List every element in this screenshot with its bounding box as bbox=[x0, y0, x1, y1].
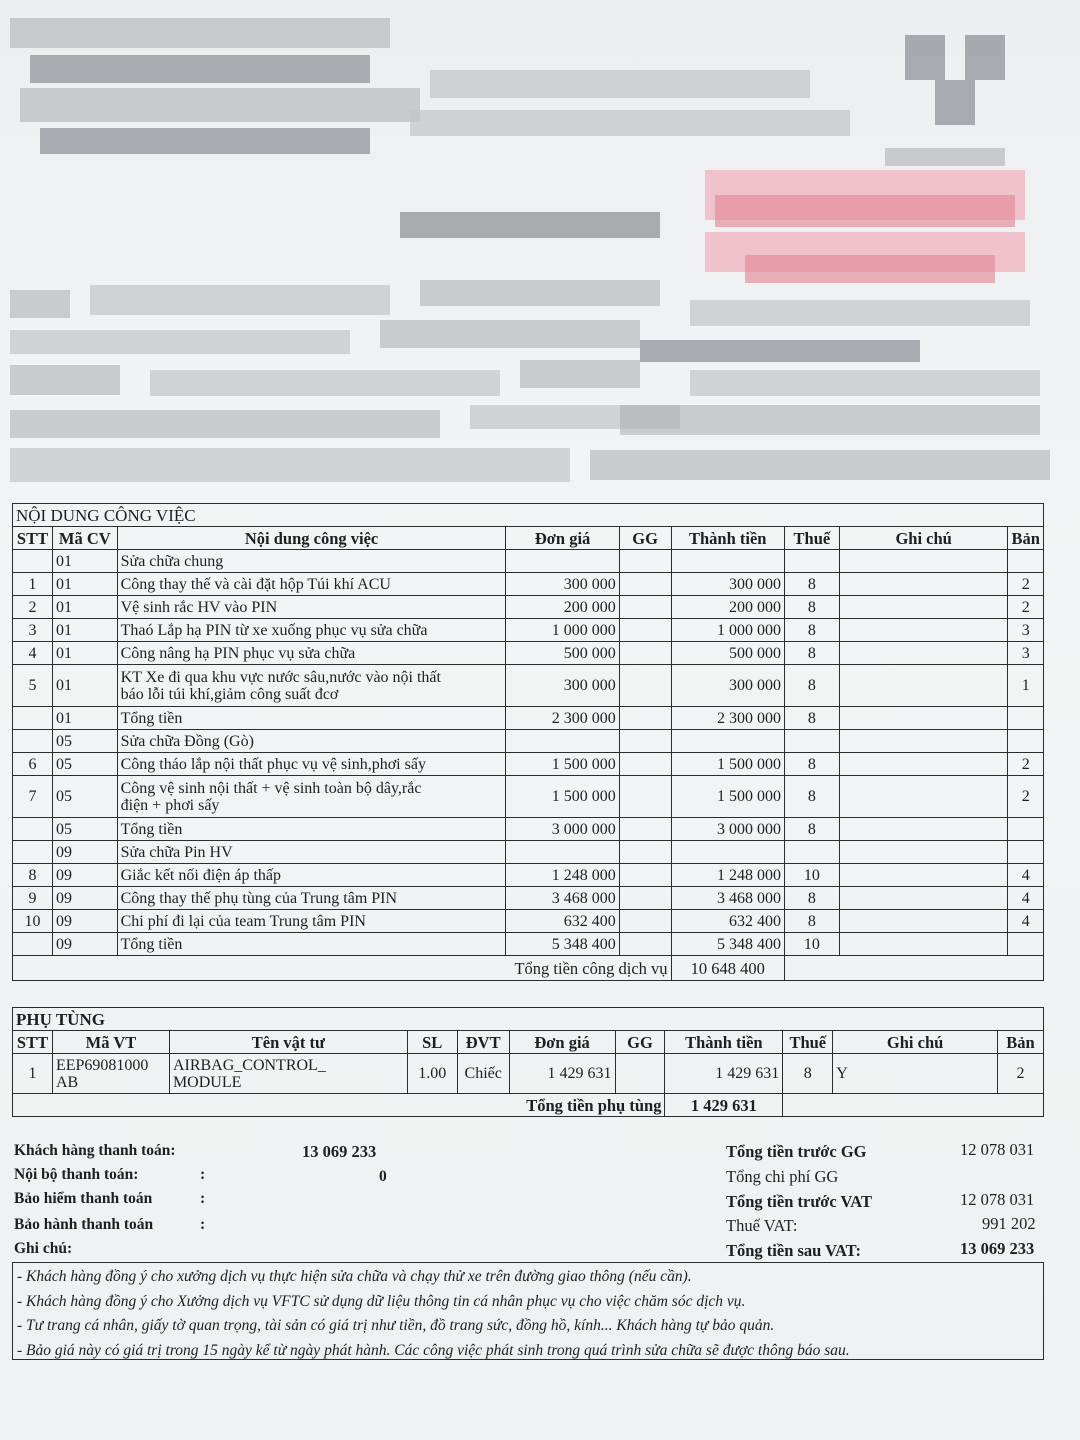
item-tax: 8 bbox=[784, 642, 839, 665]
col-header: Nội dung công việc bbox=[117, 527, 506, 550]
item-note bbox=[839, 910, 1008, 933]
empty-cell bbox=[839, 730, 1008, 753]
work-item-row bbox=[13, 776, 1044, 818]
item-code: 09 bbox=[52, 887, 117, 910]
parts-section-title-row bbox=[13, 1008, 1044, 1031]
subtotal-label: Tổng tiền bbox=[117, 933, 506, 956]
empty-cell bbox=[506, 841, 619, 864]
parts-gg bbox=[615, 1054, 665, 1094]
empty-cell bbox=[784, 841, 839, 864]
subtotal-label: Tổng tiền bbox=[117, 707, 506, 730]
item-total: 3 468 000 bbox=[671, 887, 784, 910]
item-gg bbox=[619, 753, 671, 776]
empty-cell bbox=[619, 730, 671, 753]
item-price: 1 500 000 bbox=[506, 753, 619, 776]
empty-cell bbox=[506, 730, 619, 753]
item-price: 3 468 000 bbox=[506, 887, 619, 910]
insurance-payment-colon: : bbox=[200, 1190, 206, 1207]
item-code: 09 bbox=[52, 864, 117, 887]
item-stt: 4 bbox=[13, 642, 53, 665]
subtotal-ban bbox=[1008, 818, 1044, 841]
after-vat-value: 13 069 233 bbox=[960, 1239, 1035, 1258]
item-code: 09 bbox=[52, 910, 117, 933]
item-desc-line: Công tháo lắp nội thất phục vụ vệ sinh,phơi sấy bbox=[120, 755, 426, 773]
item-gg bbox=[619, 596, 671, 619]
parts-header-row bbox=[13, 1031, 1044, 1054]
subtotal-ban bbox=[1008, 707, 1044, 730]
subtotal-note bbox=[839, 818, 1008, 841]
internal-payment-label: Nội bộ thanh toán: bbox=[14, 1166, 139, 1183]
work-section-title-row bbox=[13, 504, 1044, 527]
note-label: Ghi chú: bbox=[14, 1240, 73, 1257]
parts-unit: Chiếc bbox=[457, 1054, 509, 1094]
item-price: 300 000 bbox=[506, 665, 619, 707]
item-desc bbox=[117, 776, 506, 818]
item-desc-line: Công vệ sinh nội thất + vệ sinh toàn bộ dây,rắc bbox=[120, 779, 422, 797]
parts-name bbox=[169, 1054, 407, 1094]
item-ban: 2 bbox=[1008, 753, 1044, 776]
empty-cell bbox=[1008, 550, 1044, 573]
item-ban: 2 bbox=[1008, 573, 1044, 596]
item-desc-line: Công nâng hạ PIN phục vụ sửa chữa bbox=[120, 644, 356, 662]
item-stt: 8 bbox=[13, 864, 53, 887]
item-desc-line: Công thay thế và cài đặt hộp Túi khí ACU bbox=[120, 575, 391, 593]
empty-cell bbox=[671, 550, 784, 573]
item-tax: 8 bbox=[784, 619, 839, 642]
group-name: Sửa chữa Đồng (Gò) bbox=[117, 730, 506, 753]
item-stt: 5 bbox=[13, 665, 53, 707]
empty-cell bbox=[619, 550, 671, 573]
item-code: 01 bbox=[52, 642, 117, 665]
item-desc-line: Vệ sinh rắc HV vào PIN bbox=[120, 598, 278, 616]
item-price: 200 000 bbox=[506, 596, 619, 619]
note-line: - Khách hàng đồng ý cho Xưởng dịch vụ VFTC sử dụng dữ liệu thông tin cá nhân phục vụ cho việc chăm sóc dịch vụ. bbox=[17, 1292, 746, 1310]
item-stt: 7 bbox=[13, 776, 53, 818]
col-header: STT bbox=[13, 527, 53, 550]
warranty-payment-colon: : bbox=[200, 1216, 206, 1233]
work-item-row bbox=[13, 665, 1044, 707]
empty-cell bbox=[619, 841, 671, 864]
item-desc-line: Giắc kết nối điện áp thấp bbox=[120, 866, 282, 884]
item-desc-line: Thaó Lắp hạ PIN từ xe xuống phục vụ sửa chữa bbox=[120, 621, 428, 639]
parts-ban: 2 bbox=[997, 1054, 1043, 1094]
empty-cell bbox=[784, 730, 839, 753]
subtotal-stt bbox=[13, 933, 53, 956]
item-ban: 4 bbox=[1008, 910, 1044, 933]
before-vat-value: 12 078 031 bbox=[960, 1190, 1035, 1209]
parts-table bbox=[12, 1007, 1044, 1117]
parts-total-value: 1 429 631 bbox=[665, 1094, 783, 1117]
col-header: Ghi chú bbox=[833, 1031, 998, 1054]
item-price: 300 000 bbox=[506, 573, 619, 596]
item-price: 1 000 000 bbox=[506, 619, 619, 642]
col-header: Bản bbox=[1008, 527, 1044, 550]
work-item-row bbox=[13, 573, 1044, 596]
item-gg bbox=[619, 642, 671, 665]
item-code: 01 bbox=[52, 596, 117, 619]
item-gg bbox=[619, 619, 671, 642]
group-name: Sửa chữa Pin HV bbox=[117, 841, 506, 864]
item-desc bbox=[117, 665, 506, 707]
group-subtotal-row bbox=[13, 707, 1044, 730]
group-header-row bbox=[13, 550, 1044, 573]
item-ban: 4 bbox=[1008, 887, 1044, 910]
parts-row bbox=[13, 1054, 1044, 1094]
item-code: 01 bbox=[52, 619, 117, 642]
work-item-row bbox=[13, 642, 1044, 665]
col-header: GG bbox=[619, 527, 671, 550]
item-tax: 8 bbox=[784, 887, 839, 910]
item-price: 632 400 bbox=[506, 910, 619, 933]
subtotal-tax: 8 bbox=[784, 707, 839, 730]
item-total: 1 500 000 bbox=[671, 776, 784, 818]
grand-total-label: Tổng tiền công dịch vụ bbox=[13, 956, 672, 981]
work-item-row bbox=[13, 619, 1044, 642]
item-tax: 8 bbox=[784, 596, 839, 619]
parts-total: 1 429 631 bbox=[665, 1054, 783, 1094]
item-price: 500 000 bbox=[506, 642, 619, 665]
work-section-title: NỘI DUNG CÔNG VIỆC bbox=[13, 504, 1044, 527]
item-gg bbox=[619, 776, 671, 818]
parts-code-line2: AB bbox=[55, 1073, 79, 1091]
terms-notes bbox=[12, 1262, 1044, 1360]
subtotal-label: Tổng tiền bbox=[117, 818, 506, 841]
col-header: Ghi chú bbox=[839, 527, 1008, 550]
before-discount-value: 12 078 031 bbox=[960, 1140, 1035, 1159]
subtotal-tax: 8 bbox=[784, 818, 839, 841]
item-total: 1 500 000 bbox=[671, 753, 784, 776]
subtotal-total: 5 348 400 bbox=[671, 933, 784, 956]
item-desc-line: điện + phơi sấy bbox=[120, 796, 220, 814]
item-total: 632 400 bbox=[671, 910, 784, 933]
vat-value: 991 202 bbox=[982, 1214, 1036, 1233]
item-note bbox=[839, 887, 1008, 910]
group-subtotal-row bbox=[13, 818, 1044, 841]
warranty-payment-label: Bảo hành thanh toán bbox=[14, 1216, 154, 1233]
item-desc bbox=[117, 642, 506, 665]
col-header: Thành tiền bbox=[665, 1031, 783, 1054]
item-ban: 3 bbox=[1008, 619, 1044, 642]
subtotal-ban bbox=[1008, 933, 1044, 956]
parts-name-line1: AIRBAG_CONTROL_ bbox=[172, 1056, 326, 1074]
group-stt bbox=[13, 841, 53, 864]
item-ban: 2 bbox=[1008, 596, 1044, 619]
subtotal-gg bbox=[619, 933, 671, 956]
item-desc-line: Công thay thế phụ tùng của Trung tâm PIN bbox=[120, 889, 398, 907]
work-item-row bbox=[13, 864, 1044, 887]
item-stt: 9 bbox=[13, 887, 53, 910]
item-total: 1 000 000 bbox=[671, 619, 784, 642]
item-note bbox=[839, 573, 1008, 596]
work-item-row bbox=[13, 596, 1044, 619]
vat-label: Thuế VAT: bbox=[726, 1216, 798, 1235]
col-header: Thuế bbox=[784, 527, 839, 550]
empty-cell bbox=[506, 550, 619, 573]
item-tax: 10 bbox=[784, 864, 839, 887]
item-desc bbox=[117, 619, 506, 642]
item-stt: 2 bbox=[13, 596, 53, 619]
customer-payment-value: 13 069 233 bbox=[302, 1142, 377, 1161]
grand-total-value: 10 648 400 bbox=[671, 956, 784, 981]
work-header-row bbox=[13, 527, 1044, 550]
item-price: 1 500 000 bbox=[506, 776, 619, 818]
group-header-row bbox=[13, 730, 1044, 753]
subtotal-tax: 10 bbox=[784, 933, 839, 956]
subtotal-code: 09 bbox=[52, 933, 117, 956]
group-header-row bbox=[13, 841, 1044, 864]
item-desc-line: KT Xe đi qua khu vực nước sâu,nước vào nội thất bbox=[120, 668, 441, 686]
subtotal-total: 3 000 000 bbox=[671, 818, 784, 841]
work-item-row bbox=[13, 887, 1044, 910]
subtotal-gg bbox=[619, 707, 671, 730]
item-note bbox=[839, 753, 1008, 776]
col-header: Tên vật tư bbox=[169, 1031, 407, 1054]
empty-cell bbox=[839, 841, 1008, 864]
item-note bbox=[839, 596, 1008, 619]
col-header: Đơn giá bbox=[509, 1031, 615, 1054]
col-header: STT bbox=[13, 1031, 53, 1054]
subtotal-price: 5 348 400 bbox=[506, 933, 619, 956]
item-ban: 1 bbox=[1008, 665, 1044, 707]
customer-payment-label: Khách hàng thanh toán: bbox=[14, 1142, 176, 1159]
item-gg bbox=[619, 573, 671, 596]
group-code: 01 bbox=[52, 550, 117, 573]
item-ban: 3 bbox=[1008, 642, 1044, 665]
group-code: 09 bbox=[52, 841, 117, 864]
item-desc bbox=[117, 596, 506, 619]
item-desc bbox=[117, 910, 506, 933]
col-header: Thuế bbox=[783, 1031, 833, 1054]
item-desc-line: báo lỗi túi khí,giảm công suất đcơ bbox=[120, 685, 339, 703]
item-total: 1 248 000 bbox=[671, 864, 784, 887]
before-discount-label: Tổng tiền trước GG bbox=[726, 1142, 867, 1161]
redacted-header bbox=[0, 0, 1080, 500]
work-item-row bbox=[13, 910, 1044, 933]
item-gg bbox=[619, 887, 671, 910]
item-tax: 8 bbox=[784, 776, 839, 818]
col-header: Bản bbox=[997, 1031, 1043, 1054]
item-note bbox=[839, 665, 1008, 707]
item-gg bbox=[619, 864, 671, 887]
col-header: ĐVT bbox=[457, 1031, 509, 1054]
parts-stt: 1 bbox=[13, 1054, 53, 1094]
item-code: 05 bbox=[52, 753, 117, 776]
item-tax: 8 bbox=[784, 665, 839, 707]
parts-name-line2: MODULE bbox=[172, 1073, 242, 1091]
before-vat-label: Tổng tiền trước VAT bbox=[726, 1192, 873, 1211]
item-total: 500 000 bbox=[671, 642, 784, 665]
note-line: - Tư trang cá nhân, giấy tờ quan trọng, tài sản có giá trị như tiền, đồ trang sức, đồng hồ, kính... Khách hàng tự bảo quản. bbox=[17, 1317, 775, 1335]
item-tax: 8 bbox=[784, 910, 839, 933]
item-note bbox=[839, 619, 1008, 642]
parts-code-line1: EEP69081000 bbox=[55, 1056, 149, 1074]
note-line: - Bảo giá này có giá trị trong 15 ngày kể từ ngày phát hành. Các công việc phát sinh trong quá trình sửa chữa sẽ được thông báo sau. bbox=[17, 1341, 850, 1359]
work-table bbox=[12, 503, 1044, 981]
empty-cell bbox=[1008, 841, 1044, 864]
item-note bbox=[839, 776, 1008, 818]
subtotal-price: 2 300 000 bbox=[506, 707, 619, 730]
work-table-body bbox=[13, 550, 1044, 956]
subtotal-note bbox=[839, 933, 1008, 956]
parts-price: 1 429 631 bbox=[509, 1054, 615, 1094]
work-item-row bbox=[13, 753, 1044, 776]
col-header: SL bbox=[407, 1031, 457, 1054]
subtotal-code: 01 bbox=[52, 707, 117, 730]
empty-cell bbox=[1008, 730, 1044, 753]
grand-total-row bbox=[13, 956, 1044, 981]
item-desc bbox=[117, 573, 506, 596]
item-desc bbox=[117, 864, 506, 887]
subtotal-price: 3 000 000 bbox=[506, 818, 619, 841]
item-tax: 8 bbox=[784, 573, 839, 596]
discount-cost-label: Tổng chi phí GG bbox=[726, 1167, 839, 1186]
empty-cell bbox=[839, 550, 1008, 573]
after-vat-label: Tổng tiền sau VAT: bbox=[726, 1241, 861, 1260]
item-gg bbox=[619, 665, 671, 707]
item-price: 1 248 000 bbox=[506, 864, 619, 887]
item-stt: 10 bbox=[13, 910, 53, 933]
group-stt bbox=[13, 730, 53, 753]
item-desc bbox=[117, 753, 506, 776]
parts-tax: 8 bbox=[783, 1054, 833, 1094]
parts-total-label: Tổng tiền phụ tùng bbox=[13, 1094, 665, 1117]
parts-qty: 1.00 bbox=[407, 1054, 457, 1094]
empty-cell bbox=[671, 841, 784, 864]
internal-payment-value: 0 bbox=[379, 1168, 387, 1185]
internal-payment-colon: : bbox=[200, 1166, 206, 1183]
group-code: 05 bbox=[52, 730, 117, 753]
item-note bbox=[839, 864, 1008, 887]
note-line: - Khách hàng đồng ý cho xưởng dịch vụ thực hiện sửa chữa và chạy thử xe trên đường giao thông (nếu cần). bbox=[17, 1268, 692, 1285]
item-code: 01 bbox=[52, 665, 117, 707]
parts-note: Y bbox=[833, 1054, 998, 1094]
item-gg bbox=[619, 910, 671, 933]
item-total: 300 000 bbox=[671, 665, 784, 707]
parts-total-row bbox=[13, 1094, 1044, 1117]
parts-section-title: PHỤ TÙNG bbox=[13, 1008, 1044, 1031]
item-note bbox=[839, 642, 1008, 665]
empty-cell bbox=[671, 730, 784, 753]
subtotal-note bbox=[839, 707, 1008, 730]
col-header: Thành tiền bbox=[671, 527, 784, 550]
item-ban: 4 bbox=[1008, 864, 1044, 887]
item-code: 01 bbox=[52, 573, 117, 596]
group-stt bbox=[13, 550, 53, 573]
subtotal-gg bbox=[619, 818, 671, 841]
parts-code bbox=[52, 1054, 169, 1094]
item-code: 05 bbox=[52, 776, 117, 818]
subtotal-code: 05 bbox=[52, 818, 117, 841]
insurance-payment-label: Bảo hiểm thanh toán bbox=[14, 1190, 153, 1207]
item-desc bbox=[117, 887, 506, 910]
col-header: Đơn giá bbox=[506, 527, 619, 550]
item-stt: 1 bbox=[13, 573, 53, 596]
item-stt: 6 bbox=[13, 753, 53, 776]
item-ban: 2 bbox=[1008, 776, 1044, 818]
col-header: GG bbox=[615, 1031, 665, 1054]
col-header: Mã CV bbox=[52, 527, 117, 550]
subtotal-stt bbox=[13, 707, 53, 730]
group-name: Sửa chữa chung bbox=[117, 550, 506, 573]
item-total: 300 000 bbox=[671, 573, 784, 596]
item-stt: 3 bbox=[13, 619, 53, 642]
subtotal-stt bbox=[13, 818, 53, 841]
group-subtotal-row bbox=[13, 933, 1044, 956]
subtotal-total: 2 300 000 bbox=[671, 707, 784, 730]
col-header: Mã VT bbox=[52, 1031, 169, 1054]
item-tax: 8 bbox=[784, 753, 839, 776]
item-desc-line: Chi phí đi lại của team Trung tâm PIN bbox=[120, 912, 366, 930]
item-total: 200 000 bbox=[671, 596, 784, 619]
empty-cell bbox=[784, 550, 839, 573]
